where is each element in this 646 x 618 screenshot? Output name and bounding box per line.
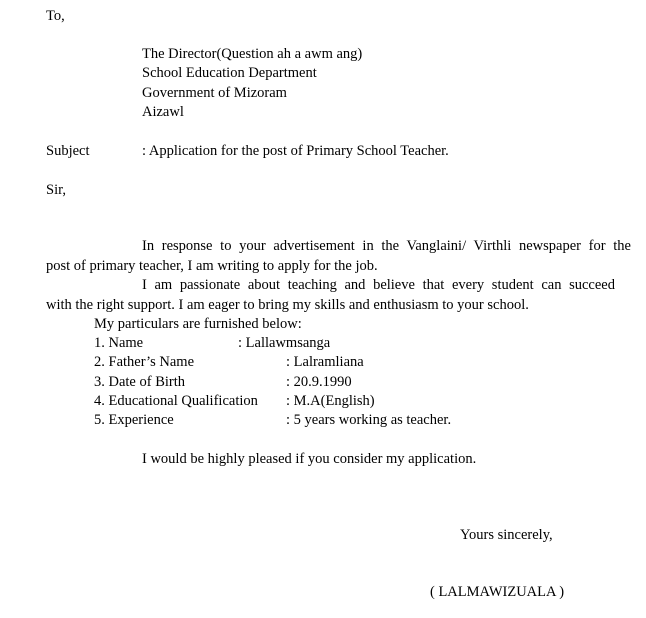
signature-name: ( LALMAWIZUALA ) xyxy=(430,584,565,600)
greeting: Sir, xyxy=(46,182,66,198)
particular-value: : Lallawmsanga xyxy=(238,335,331,351)
particular-label: 1. Name xyxy=(94,335,144,351)
particular-value: : M.A(English) xyxy=(286,393,375,409)
particulars-intro: My particulars are furnished below: xyxy=(94,316,302,332)
particular-label: 3. Date of Birth xyxy=(94,374,186,390)
particular-label: 5. Experience xyxy=(94,412,174,428)
particular-value: : Lalramliana xyxy=(286,354,364,370)
address-line: School Education Department xyxy=(142,65,317,81)
address-line: The Director(Question ah a awm ang) xyxy=(142,46,363,62)
to-line: To, xyxy=(46,8,65,24)
paragraph-1-line-2: post of primary teacher, I am writing to apply for the job. xyxy=(46,258,378,274)
paragraph-2-line-2: with the right support. I am eager to bring my skills and enthusiasm to your school. xyxy=(46,297,529,313)
subject-label: Subject xyxy=(46,143,90,159)
address-line: Government of Mizoram xyxy=(142,85,287,101)
closing-request: I would be highly pleased if you consider my application. xyxy=(142,451,477,467)
particular-value: : 20.9.1990 xyxy=(286,374,352,390)
particular-label: 2. Father’s Name xyxy=(94,354,194,370)
sign-off: Yours sincerely, xyxy=(460,527,553,543)
paragraph-1-line-1: In response to your advertisement in the Vanglaini/ Virthli newspaper for the xyxy=(142,238,631,254)
particular-value: : 5 years working as teacher. xyxy=(286,412,452,428)
paragraph-2-line-1: I am passionate about teaching and believe that every student can succeed xyxy=(142,277,615,293)
subject-text: : Application for the post of Primary School Teacher. xyxy=(142,143,449,159)
particular-label: 4. Educational Qualification xyxy=(94,393,258,409)
address-line: Aizawl xyxy=(142,104,184,120)
